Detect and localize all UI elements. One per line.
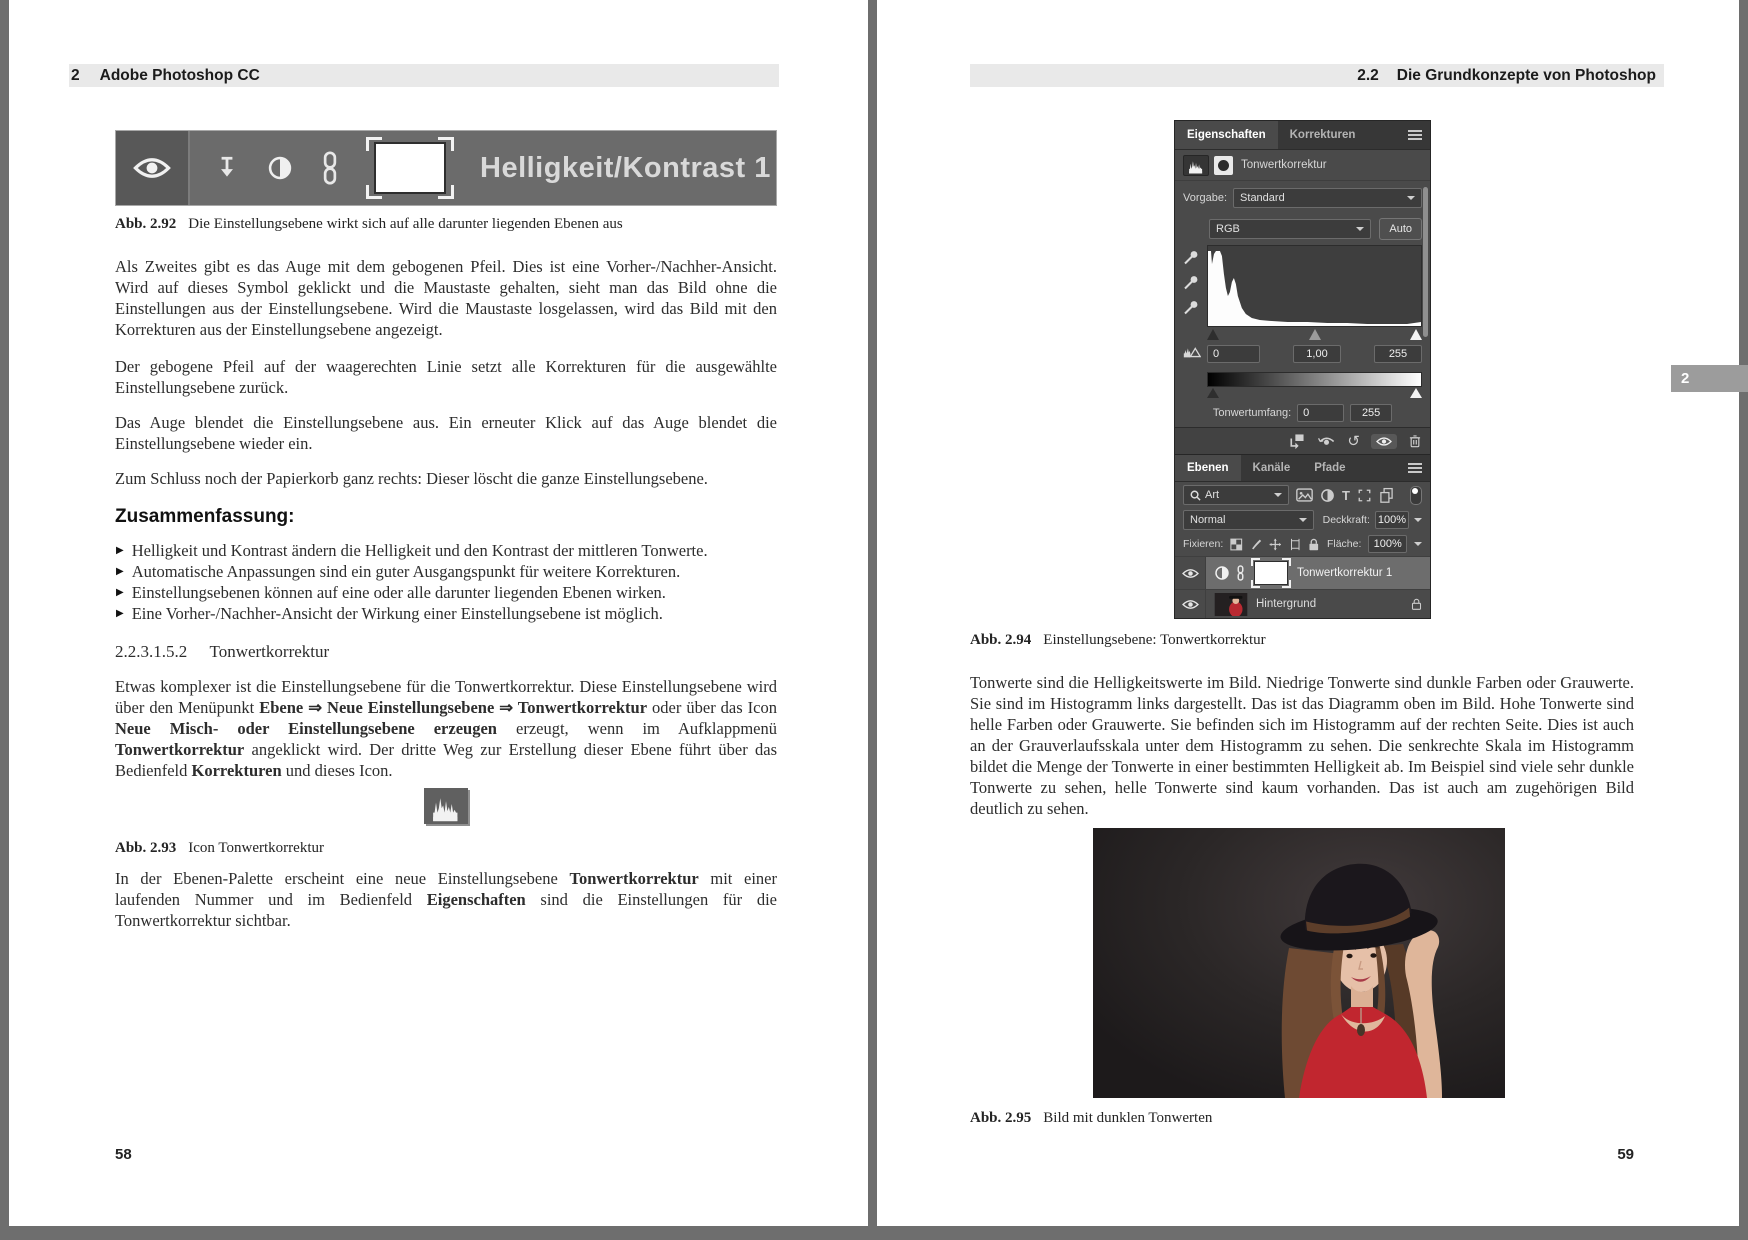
lock-icon	[1308, 538, 1320, 551]
mask-selection-brackets	[1251, 558, 1291, 588]
compare-eye-icon	[1317, 434, 1336, 449]
gray-gradient-bar	[1207, 372, 1422, 387]
shape-filter-icon	[1357, 488, 1372, 503]
tab-ebenen: Ebenen	[1175, 455, 1241, 481]
output-highlight-slider	[1410, 388, 1422, 398]
histogram-icon	[429, 794, 463, 824]
chain-icon	[1236, 565, 1245, 581]
preset-row	[1175, 183, 1430, 213]
subsection-number: 2.2.3.1.5.2	[115, 642, 188, 661]
list-item: ▶ Automatische Anpassungen sind ein guter Ausgangspunkt für weitere Korrekturen.	[116, 562, 681, 581]
caption-label: Abb. 2.95	[970, 1110, 1032, 1126]
midtone-value: 1,00	[1293, 345, 1341, 363]
summary-heading: Zusammenfassung:	[115, 506, 295, 527]
filter-toggle	[1410, 486, 1422, 505]
properties-toolbar	[1175, 427, 1430, 454]
chevron-down-icon	[1356, 227, 1364, 231]
chain-icon	[320, 151, 340, 185]
output-min-value: 0	[1297, 404, 1344, 422]
chevron-down-icon	[1414, 542, 1422, 546]
output-range-row	[1175, 400, 1430, 426]
chevron-down-icon	[1274, 493, 1282, 497]
highlight-value: 255	[1374, 345, 1422, 363]
list-item: ▶ Einstellungsebenen können auf eine oder alle darunter liegenden Ebenen wirken.	[116, 583, 666, 602]
mask-circle-icon	[1214, 156, 1233, 175]
adjustment-header	[1175, 150, 1430, 181]
lock-icon	[1411, 598, 1422, 610]
subsection-heading	[115, 642, 329, 662]
figure-293-levels-icon	[424, 788, 468, 824]
eye-cell	[116, 131, 190, 205]
lock-paint-icon	[1250, 538, 1263, 551]
chevron-down-icon	[1299, 518, 1307, 522]
filter-select: Art	[1183, 485, 1289, 505]
levels-histogram	[1207, 245, 1422, 327]
reset-icon: ↺	[1347, 432, 1360, 450]
caption-text: Bild mit dunklen Tonwerten	[1043, 1110, 1213, 1126]
subsection-title: Tonwertkorrektur	[209, 642, 330, 661]
layer-name: Tonwertkorrektur 1	[1297, 567, 1393, 579]
layer-name: Hintergrund	[1256, 598, 1317, 610]
tab-eigenschaften: Eigenschaften	[1175, 121, 1278, 149]
tab-pfade: Pfade	[1314, 462, 1346, 474]
section-title: Die Grundkonzepte von Photoshop	[1396, 66, 1656, 84]
highlight-slider	[1410, 329, 1422, 340]
eye-icon	[133, 156, 171, 180]
eyedropper-rail	[1183, 245, 1207, 315]
bullet-triangle-icon: ▶	[116, 587, 124, 598]
fill-value: 100%	[1368, 535, 1407, 553]
eyedropper-icon	[1183, 274, 1199, 290]
layer-mask-thumbnail	[374, 142, 446, 194]
eyedropper-icon	[1183, 249, 1199, 265]
output-shadow-slider	[1207, 388, 1219, 398]
list-item: ▶ Helligkeit und Kontrast ändern die Helligkeit und den Kontrast der mittleren Tonwerte.	[116, 541, 708, 560]
running-header-right	[970, 64, 1664, 87]
caption-label: Abb. 2.93	[115, 840, 177, 856]
input-sliders	[1207, 329, 1422, 340]
output-max-value: 255	[1350, 404, 1392, 422]
preset-label: Vorgabe:	[1183, 192, 1228, 204]
background-layer-content	[1206, 593, 1430, 616]
caption-figure-295	[970, 1110, 1634, 1127]
body-paragraph: Tonwerte sind die Helligkeitswerte im Bild. Niedrige Tonwerte sind dunkle Farben oder Grauwerte. Sie sind im Histogramm links dargestellt. Das ist das Diagramm oben im Bild. Hohe Tonwerte sind helle Farben oder Grauwerte. Sie befinden sich im Histogramm auf der rechten Seite. Dies ist auch an der Grauverlaufsskala unter dem Histogramm zu sehen. Die senkrechte Skala im Histogramm bildet die Menge der Tonwerte in einer bestimmten Helligkeit ab. Im Beispiel sind viele sehr dunkle Tonwerte zu sehen, helle Tonwerte sind kaum vorhanden. Das ist auch am zugehörigen Bild deutlich zu sehen.	[970, 673, 1634, 818]
lock-transparency-icon	[1230, 538, 1243, 551]
adjustment-title: Tonwertkorrektur	[1241, 159, 1327, 171]
blend-mode-select: Normal	[1183, 510, 1314, 530]
chevron-down-icon	[1414, 518, 1422, 522]
layers-tab-bar	[1175, 454, 1430, 482]
caption-label: Abb. 2.94	[970, 632, 1032, 648]
warning-histogram-icon	[1183, 346, 1207, 362]
running-header-left	[69, 64, 779, 87]
preset-select: Standard	[1233, 188, 1422, 208]
paragraph-2: Der gebogene Pfeil auf der waagerechten Linie setzt alle Korrekturen für die ausgewählte Einstellungsebene zurück.	[115, 357, 777, 397]
shadow-value: 0	[1207, 345, 1260, 363]
midtone-slider	[1309, 329, 1321, 340]
page-number-left: 58	[115, 1146, 132, 1163]
caption-text: Die Einstellungsebene wirkt sich auf alle darunter liegenden Ebenen aus	[188, 216, 623, 232]
figure-294-photoshop-panel	[1174, 120, 1431, 619]
auto-button: Auto	[1379, 218, 1422, 240]
bullet-triangle-icon: ▶	[116, 545, 124, 556]
paragraph-4: Zum Schluss noch der Papierkorb ganz rechts: Dieser löscht die ganze Einstellungsebene.	[115, 469, 708, 488]
text-filter-icon: T	[1342, 487, 1350, 503]
layer-row-background	[1175, 589, 1430, 618]
trash-icon	[1408, 433, 1422, 449]
search-icon	[1190, 490, 1201, 501]
caption-figure-293	[115, 840, 777, 857]
fill-label: Fläche:	[1326, 538, 1362, 550]
caption-figure-294	[970, 632, 1634, 649]
lock-move-icon	[1269, 538, 1282, 551]
tab-korrekturen: Korrekturen	[1289, 129, 1356, 141]
layer-row-adjustment	[1175, 556, 1430, 589]
caption-text: Einstellungsebene: Tonwertkorrektur	[1043, 632, 1266, 648]
channel-row	[1175, 213, 1430, 245]
paragraph-3: Das Auge blendet die Einstellungsebene aus. Ein erneuter Klick auf das Auge blendet die Einstellungsebene wieder ein.	[115, 413, 777, 453]
page-left	[9, 0, 868, 1226]
chevron-down-icon	[1407, 196, 1415, 200]
eye-icon	[1371, 434, 1397, 449]
clip-arrow-icon	[1288, 432, 1306, 450]
image-filter-icon	[1296, 488, 1313, 502]
channel-select: RGB	[1209, 219, 1371, 239]
paragraph-6: In der Ebenen-Palette erscheint eine neue Einstellungsebene Tonwertkorrektur mit einer laufenden Nummer und im Bedienfeld Eigenschaften sind die Einstellungen für die Tonwertkorrektur sichtbar.	[115, 869, 777, 930]
section-number: 2.2	[1357, 66, 1379, 84]
paragraph-5: Etwas komplexer ist die Einstellungsebene für die Tonwertkorrektur. Diese Einstellungsebene wird über den Menüpunkt Ebene ⇒ Neue Einstellungsebene ⇒ Tonwertkorrektur oder über das Icon Neue Misch- oder Einstellungsebene erzeugen erzeugt, wenn im Aufklappmenü Tonwertkorrektur angeklickt wird. Der dritte Weg zur Erstellung dieser Ebene führt über das Bedienfeld Korrekturen und dieses Icon.	[115, 677, 777, 780]
mask-selection-brackets	[366, 137, 454, 199]
figure-295-photo-woman-with-hat	[1093, 828, 1505, 1098]
summary-bullet-list	[115, 540, 777, 624]
lock-label: Fixieren:	[1183, 538, 1224, 550]
properties-tab-bar	[1175, 121, 1430, 150]
half-circle-icon	[1320, 488, 1335, 503]
caption-figure-292	[115, 216, 777, 233]
smart-object-filter-icon	[1379, 487, 1394, 503]
hamburger-icon	[1408, 461, 1422, 475]
layer-bar-main	[190, 131, 776, 205]
caption-label: Abb. 2.92	[115, 216, 177, 232]
shadow-slider	[1207, 329, 1219, 340]
histogram-area	[1175, 245, 1430, 340]
chapter-number: 2	[71, 66, 80, 84]
scrollbar	[1423, 187, 1428, 337]
level-values-row	[1175, 342, 1430, 366]
clip-arrow-icon	[214, 155, 240, 181]
caption-text: Icon Tonwertkorrektur	[188, 840, 324, 856]
bullet-triangle-icon: ▶	[116, 566, 124, 577]
chapter-thumb-tab: 2	[1671, 365, 1748, 392]
eye-icon	[1175, 557, 1206, 589]
page-right	[877, 0, 1739, 1226]
output-gradient-row	[1175, 372, 1430, 398]
chapter-title: Adobe Photoshop CC	[99, 66, 260, 84]
half-circle-icon	[266, 154, 294, 182]
eye-icon	[1175, 590, 1206, 618]
opacity-label: Deckkraft:	[1322, 514, 1370, 526]
list-item: ▶ Eine Vorher-/Nachher-Ansicht der Wirkung einer Einstellungsebene ist möglich.	[116, 604, 663, 623]
page-number-right: 59	[1617, 1146, 1634, 1163]
hamburger-icon	[1408, 128, 1422, 142]
opacity-value: 100%	[1375, 511, 1409, 529]
tab-kanaele: Kanäle	[1252, 462, 1291, 474]
blend-mode-row	[1175, 508, 1430, 532]
layer-name: Helligkeit/Kontrast 1	[480, 151, 771, 184]
output-range-label: Tonwertumfang:	[1212, 407, 1292, 419]
histogram-icon	[1183, 155, 1209, 176]
lock-artboard-icon	[1289, 538, 1302, 551]
paragraph-1: Als Zweites gibt es das Auge mit dem gebogenen Pfeil. Dies ist eine Vorher-/Nachher-Ansicht. Wird auf dieses Symbol geklickt und die Maustaste gehalten, sieht man das Bild ohne die Einstellungen aus der Einstellungsebene. Wird die Maustaste losgelassen, wird das Bild mit den Korrekturen aus der Einstellungsebene angezeigt.	[115, 257, 777, 339]
bullet-triangle-icon: ▶	[116, 608, 124, 619]
figure-292-layer-bar	[115, 130, 777, 206]
eyedropper-icon	[1183, 299, 1199, 315]
background-thumbnail	[1214, 593, 1248, 616]
selected-layer-content	[1206, 557, 1430, 589]
layer-filter-row	[1175, 482, 1430, 508]
half-circle-icon	[1214, 565, 1230, 581]
lock-row	[1175, 532, 1430, 556]
